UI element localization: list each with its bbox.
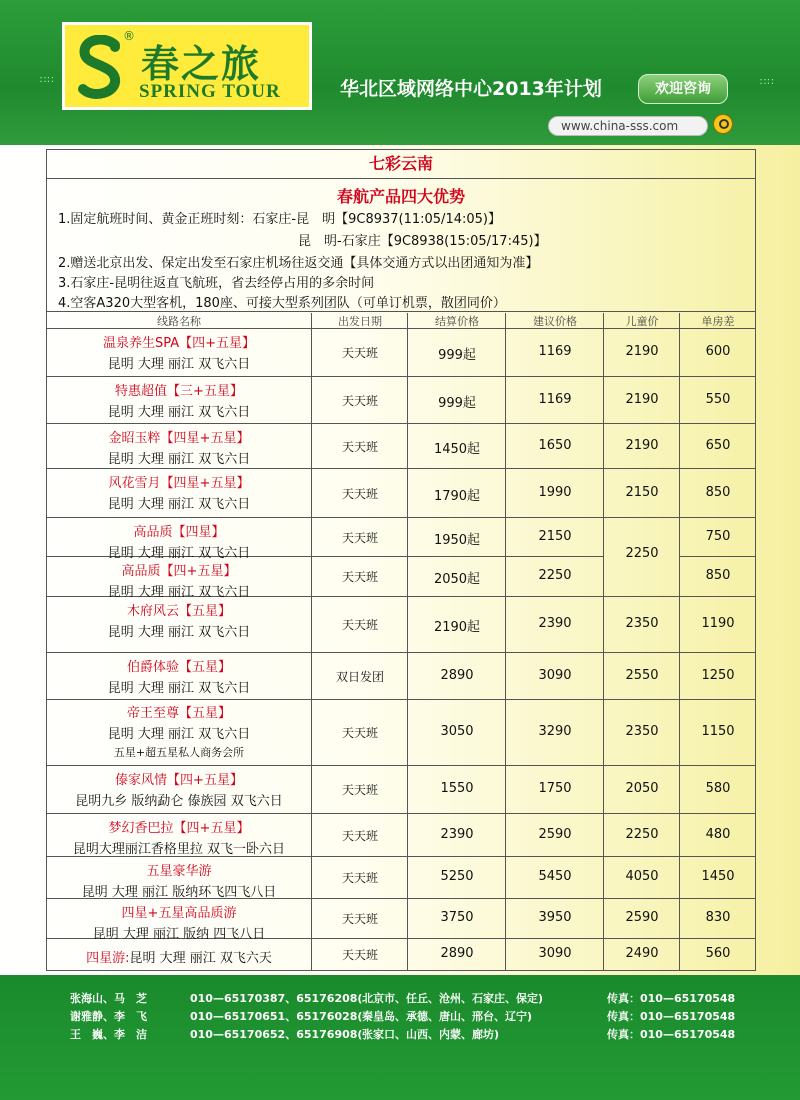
- route-itinerary: 昆明 大理 丽江 双飞六日: [107, 405, 251, 420]
- route-name: 傣家风情【四+五星】: [115, 773, 243, 788]
- child-value: 2350: [625, 616, 659, 631]
- route-name: 梦幻香巴拉【四+五星】: [108, 821, 250, 836]
- contact-phones[interactable]: 010—65170387、65176208(: [190, 992, 363, 1005]
- settle-value: 3750: [440, 910, 474, 925]
- route-extra: 五星+超五星私人商务会所: [113, 746, 245, 759]
- suggest-value: 2250: [538, 568, 572, 583]
- route-name: 伯爵体验【五星】: [126, 660, 231, 675]
- header-cell: [604, 313, 680, 329]
- settle-value: 2890: [440, 946, 474, 961]
- route-name: 五星豪华游: [146, 864, 212, 879]
- child-value: 2250: [625, 826, 659, 842]
- section-title: 七彩云南: [46, 149, 756, 179]
- date-value: 天天班: [341, 871, 378, 885]
- advantage-line-4: 4.空客A320大型客机，180座、可接大型系列团队（可单订机票，散团同价）: [58, 296, 506, 311]
- route-name: 高品质【四+五星】: [121, 564, 237, 579]
- date-value: 天天班: [341, 783, 378, 797]
- contact-fax: 传真：010—65170548: [607, 992, 736, 1005]
- suggest-value: 3090: [538, 667, 572, 683]
- single-value: 480: [705, 826, 731, 842]
- single-value: 750: [705, 528, 731, 544]
- column-header: 线路名称: [157, 315, 201, 328]
- spring-tour-s-icon: [75, 35, 125, 101]
- settle-value: 2050起: [433, 572, 481, 587]
- child-value: 2190: [625, 391, 659, 407]
- route-itinerary: 昆明 大理 丽江 双飞六日: [107, 625, 251, 640]
- suggest-value: 2150: [538, 528, 572, 544]
- single-value: 850: [705, 568, 731, 583]
- child-value: 4050: [625, 869, 659, 884]
- header-cell: [46, 313, 312, 329]
- suggest-value: 1650: [538, 437, 572, 453]
- suggest-value: 2390: [538, 616, 572, 631]
- brand-name-cn: 春之旅: [141, 41, 262, 86]
- brand-logo[interactable]: [62, 22, 312, 110]
- settle-value: 1790起: [433, 488, 481, 504]
- single-value: 1450: [701, 869, 735, 884]
- single-value: 560: [705, 946, 731, 961]
- route-itinerary: 昆明 大理 丽江 双飞六日: [107, 681, 251, 696]
- single-value: 580: [705, 781, 731, 796]
- date-value: 天天班: [341, 948, 378, 962]
- settle-value: 999起: [438, 348, 476, 363]
- settle-value: 2390: [440, 826, 474, 842]
- single-value: 550: [705, 391, 731, 407]
- header-cell: [680, 313, 756, 329]
- column-header: 结算价格: [435, 315, 479, 328]
- child-value: 2490: [625, 946, 659, 961]
- route-name: 温泉养生SPA【四+五星】: [102, 336, 256, 351]
- date-value: 天天班: [341, 393, 378, 408]
- contact-names: 王 巍、李 洁: [70, 1028, 147, 1041]
- route-itinerary: 昆明大理丽江香格里拉 双飞一卧六日: [72, 842, 286, 857]
- settle-value: 1550: [440, 781, 474, 796]
- route-itinerary: 昆明 大理 丽江 双飞六日: [107, 497, 251, 512]
- header-cell: [506, 313, 604, 329]
- route-itinerary: 昆明 大理 丽江 双飞六日: [107, 727, 251, 742]
- footer-contacts: [0, 975, 800, 1100]
- route-name: 木府风云【五星】: [126, 604, 231, 619]
- contact-areas: 张家口、山西、内蒙、廊坊): [362, 1028, 500, 1041]
- date-value: 天天班: [341, 530, 378, 545]
- contact-areas: 北京市、任丘、沧州、石家庄、保定): [362, 992, 544, 1005]
- route-itinerary: 昆明 大理 丽江 双飞六日: [107, 546, 251, 561]
- suggest-value: 1750: [538, 781, 572, 796]
- single-value: 850: [705, 484, 731, 500]
- route-name: 特惠超值【三+五星】: [115, 384, 243, 399]
- advantages-title: 春航产品四大优势: [336, 187, 465, 206]
- brand-name-en: SPRING TOUR: [139, 81, 281, 102]
- column-header: 单房差: [701, 315, 735, 328]
- settle-value: 2890: [440, 667, 474, 683]
- column-header: 儿童价: [625, 315, 659, 328]
- settle-value: 5250: [440, 869, 474, 884]
- advantage-line-1b: 昆 明-石家庄【9C8938(15:05/17:45)】: [298, 234, 547, 249]
- single-value: 650: [705, 437, 731, 453]
- suggest-value: 3090: [538, 946, 572, 961]
- route-name: 风花雪月【四星+五星】: [108, 476, 250, 491]
- settle-value: 999起: [438, 395, 476, 411]
- date-value: 天天班: [341, 828, 378, 843]
- date-value: 天天班: [341, 912, 378, 926]
- suggest-value: 1990: [538, 484, 572, 500]
- contact-fax: 传真：010—65170548: [607, 1010, 736, 1023]
- route-name: 四星+五星高品质游: [121, 906, 237, 921]
- header-banner: [0, 0, 800, 145]
- registered-mark: ®: [123, 29, 135, 43]
- single-value: 830: [705, 910, 731, 925]
- column-header: 建议价格: [533, 315, 577, 328]
- settle-value: 1950起: [433, 532, 481, 548]
- date-value: 双日发团: [335, 669, 384, 684]
- settle-value: 3050: [440, 724, 474, 739]
- decor-dots-left: ∷∷: [40, 75, 55, 86]
- date-value: 天天班: [341, 346, 378, 360]
- contact-phones[interactable]: 010—65170652、65176908(: [190, 1028, 363, 1041]
- child-value: 2150: [625, 484, 659, 500]
- advantage-line-2: 2.赠送北京出发、保定出发至石家庄机场往返交通【具体交通方式以出团通知为准】: [58, 256, 539, 271]
- route-name: 四星游:昆明 大理 丽江 双飞六天: [86, 951, 272, 966]
- suggest-value: 1169: [538, 391, 572, 407]
- advantage-line-3: 3.石家庄-昆明往返直飞航班，省去经停占用的多余时间: [58, 276, 375, 291]
- child-value: 2250: [625, 546, 659, 561]
- single-value: 1150: [701, 724, 735, 739]
- child-value: 2190: [625, 437, 659, 453]
- child-value: 2050: [625, 781, 659, 796]
- suggest-value: 2590: [538, 826, 572, 842]
- route-itinerary: 昆明 大理 丽江 双飞六日: [107, 452, 251, 467]
- date-value: 天天班: [341, 570, 378, 584]
- advantage-line-1: 1.固定航班时间、黄金正班时刻：石家庄-昆 明【9C8937(11:05/14:05)】: [58, 212, 501, 227]
- header-title: 华北区域网络中心2013年计划: [340, 78, 602, 100]
- suggest-value: 5450: [538, 869, 572, 884]
- date-value: 天天班: [341, 726, 378, 740]
- consult-button[interactable]: 欢迎咨询: [638, 74, 728, 104]
- column-header: 出发日期: [338, 315, 382, 328]
- header-cell: [408, 313, 506, 329]
- contact-names: 谢雅静、李 飞: [70, 1010, 147, 1023]
- website-link[interactable]: www.china-sss.com: [548, 116, 708, 136]
- single-value: 1250: [701, 667, 735, 683]
- suggest-value: 1169: [538, 344, 572, 359]
- date-value: 天天班: [341, 439, 378, 454]
- route-itinerary: 昆明 大理 丽江 版纳 四飞八日: [92, 927, 266, 942]
- contact-areas: 秦皇岛、承德、唐山、邢台、辽宁): [362, 1010, 533, 1023]
- divider: [46, 311, 756, 312]
- settle-value: 2190起: [433, 620, 481, 635]
- route-itinerary: 昆明 大理 丽江 版纳环飞四飞八日: [81, 885, 277, 900]
- route-itinerary: 昆明九乡 版纳勐仑 傣族园 双飞六日: [75, 794, 283, 809]
- suggest-value: 3950: [538, 910, 572, 925]
- single-value: 600: [705, 344, 731, 359]
- child-value: 2590: [625, 910, 659, 925]
- contact-names: 张海山、马 芝: [70, 992, 147, 1005]
- route-itinerary: 昆明 大理 丽江 双飞六日: [107, 585, 251, 600]
- settle-value: 1450起: [433, 441, 481, 457]
- single-value: 1190: [701, 616, 735, 631]
- child-value: 2350: [625, 724, 659, 739]
- route-itinerary: 昆明 大理 丽江 双飞六日: [107, 357, 251, 372]
- child-value: 2550: [625, 667, 659, 683]
- route-name: 金昭玉粹【四星+五星】: [108, 431, 250, 446]
- suggest-value: 3290: [538, 724, 572, 739]
- contact-fax: 传真：010—65170548: [607, 1028, 736, 1041]
- route-name: 高品质【四星】: [133, 525, 225, 540]
- child-value: 2190: [625, 344, 659, 359]
- decor-dots-right: ∷∷: [760, 77, 775, 88]
- contact-phones[interactable]: 010—65170651、65176028(: [190, 1010, 363, 1023]
- header-cell: [312, 313, 408, 329]
- route-name: 帝王至尊【五星】: [126, 706, 231, 721]
- search-icon[interactable]: [713, 114, 733, 134]
- date-value: 天天班: [341, 486, 378, 501]
- date-value: 天天班: [341, 618, 378, 632]
